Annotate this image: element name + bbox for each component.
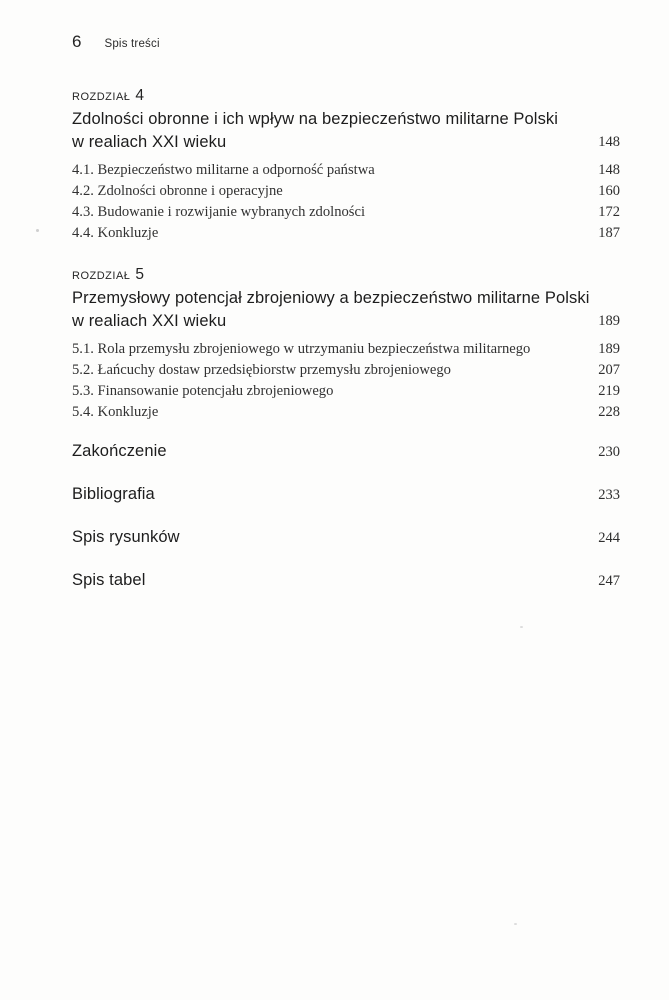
- chapter-title-line: w realiach XXI wieku: [72, 312, 227, 330]
- chapter-label-word: ROZDZIAŁ: [72, 91, 131, 103]
- toc-entry: [72, 381, 620, 402]
- chapter-5-entry: [72, 266, 620, 423]
- page-number: 6: [72, 32, 82, 51]
- chapter-5-label: [72, 266, 620, 284]
- chapter-label-word: ROZDZIAŁ: [72, 270, 131, 282]
- chapter-title-line: Przemysłowy potencjał zbrojeniowy a bezpieczeństwo militarne Polski: [72, 289, 590, 307]
- chapter-label-number: 5: [135, 266, 145, 283]
- scan-speck: [514, 923, 517, 925]
- chapter-4-title-row: [72, 108, 620, 154]
- section-page-number: 207: [598, 362, 620, 378]
- toc-entry-spis-rysunkow: [72, 527, 620, 548]
- chapter-5-sections: [72, 339, 620, 423]
- toc-entry-bibliografia: [72, 484, 620, 505]
- running-header-title: Spis treści: [104, 38, 160, 50]
- section-title: 5.3. Finansowanie potencjału zbrojeniowego: [72, 383, 334, 399]
- section-title: 5.4. Konkluzje: [72, 404, 159, 420]
- chapter-5-title: [72, 287, 590, 333]
- toc-entry-spis-tabel: [72, 570, 620, 591]
- scan-speck: [36, 229, 39, 232]
- scan-speck: [520, 626, 523, 628]
- toc-entry-zakonczenie: [72, 441, 620, 462]
- back-matter-page-number: 244: [598, 530, 620, 546]
- section-title: 5.2. Łańcuchy dostaw przedsiębiorstw przemysłu zbrojeniowego: [72, 362, 451, 378]
- back-matter-title: Spis rysunków: [72, 528, 180, 546]
- toc-entry: [72, 360, 620, 381]
- chapter-title-line: Zdolności obronne i ich wpływ na bezpieczeństwo militarne Polski: [72, 110, 559, 128]
- section-title: 4.2. Zdolności obronne i operacyjne: [72, 183, 283, 199]
- back-matter: [72, 441, 620, 591]
- toc-entry: [72, 339, 620, 360]
- section-title: 4.1. Bezpieczeństwo militarne a odporność państwa: [72, 162, 375, 178]
- chapter-label-number: 4: [135, 87, 145, 104]
- chapter-4-entry: [72, 87, 620, 244]
- chapter-5-title-row: [72, 287, 620, 333]
- section-page-number: 160: [598, 183, 620, 199]
- section-title: 4.4. Konkluzje: [72, 225, 159, 241]
- chapter-5-page-number: 189: [598, 313, 620, 329]
- running-head: [72, 32, 620, 52]
- toc-entry: [72, 181, 620, 202]
- back-matter-title: Bibliografia: [72, 485, 155, 503]
- toc-entry: [72, 402, 620, 423]
- back-matter-page-number: 233: [598, 487, 620, 503]
- section-title: 5.1. Rola przemysłu zbrojeniowego w utrzymaniu bezpieczeństwa militarnego: [72, 341, 531, 357]
- chapter-4-title: [72, 108, 558, 154]
- back-matter-title: Spis tabel: [72, 571, 146, 589]
- section-title: 4.3. Budowanie i rozwijanie wybranych zdolności: [72, 204, 366, 220]
- section-page-number: 189: [598, 341, 620, 357]
- back-matter-title: Zakończenie: [72, 442, 167, 460]
- chapter-4-label: [72, 87, 620, 105]
- toc-entry: [72, 223, 620, 244]
- section-page-number: 228: [598, 404, 620, 420]
- section-page-number: 148: [598, 162, 620, 178]
- toc-entry: [72, 160, 620, 181]
- back-matter-page-number: 230: [598, 444, 620, 460]
- section-page-number: 219: [598, 383, 620, 399]
- chapter-4-page-number: 148: [598, 134, 620, 150]
- toc-entry: [72, 202, 620, 223]
- chapter-title-line: w realiach XXI wieku: [72, 133, 227, 151]
- section-page-number: 172: [598, 204, 620, 220]
- back-matter-page-number: 247: [598, 573, 620, 589]
- section-page-number: 187: [598, 225, 620, 241]
- chapter-4-sections: [72, 160, 620, 244]
